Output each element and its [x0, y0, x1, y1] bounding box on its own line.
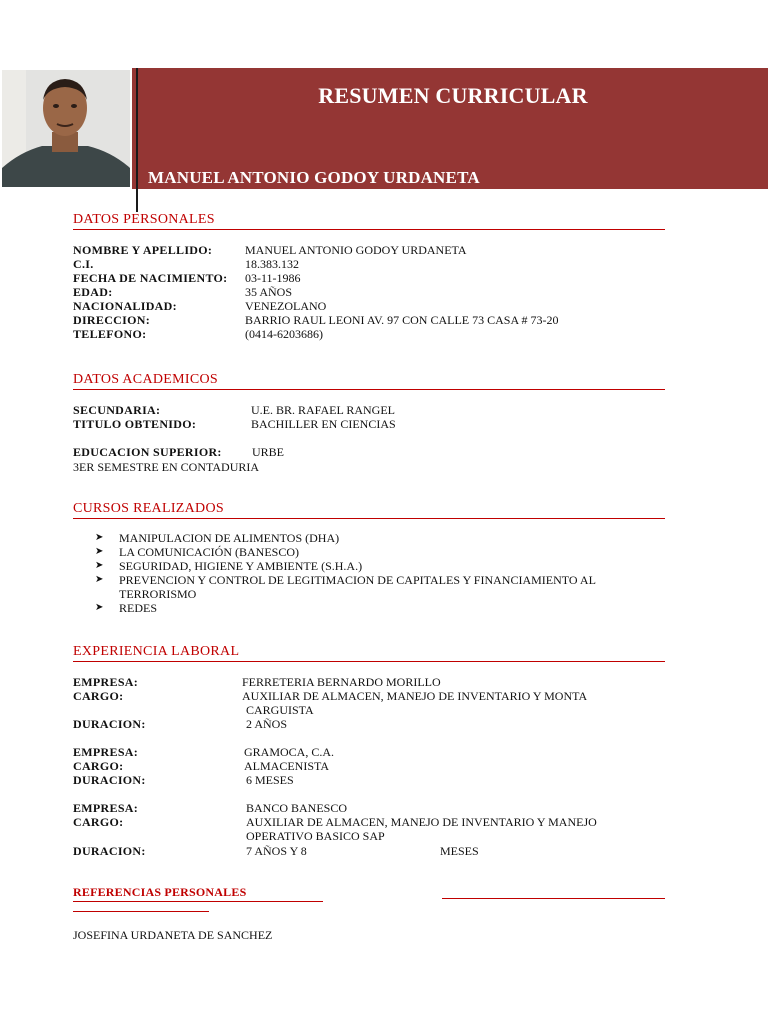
arrow-bullet-icon: ➤: [95, 546, 104, 557]
personal-value-name: MANUEL ANTONIO GODOY URDANETA: [245, 243, 467, 257]
job2-duration: 6 MESES: [246, 773, 294, 787]
job1-duration: 2 AÑOS: [246, 717, 288, 731]
course-item: ➤ MANIPULACION DE ALIMENTOS (DHA): [95, 531, 340, 545]
course-item: ➤ LA COMUNICACIÓN (BANESCO): [95, 545, 300, 559]
profile-photo-frame: [0, 68, 132, 189]
job1-role-line1: AUXILIAR DE ALMACEN, MANEJO DE INVENTARIO Y MONTA: [242, 689, 588, 703]
job3-role-line2: OPERATIVO BASICO SAP: [246, 829, 385, 843]
job1-label-duration: DURACION:: [73, 717, 146, 731]
academic-value-higher: URBE: [252, 445, 285, 459]
section-title-courses: CURSOS REALIZADOS: [73, 501, 665, 519]
arrow-bullet-icon: ➤: [95, 560, 104, 571]
arrow-bullet-icon: ➤: [95, 602, 104, 613]
job1-company: FERRETERIA BERNARDO MORILLO: [242, 675, 441, 689]
job3-label-duration: DURACION:: [73, 844, 146, 858]
course-item: ➤ REDES: [95, 601, 158, 615]
job1-label-company: EMPRESA:: [73, 675, 139, 689]
academic-label-higher: EDUCACION SUPERIOR:: [73, 445, 222, 459]
personal-value-birthdate: 03-11-1986: [245, 271, 301, 285]
arrow-bullet-icon: ➤: [95, 574, 104, 585]
personal-label-name: NOMBRE Y APELLIDO:: [73, 243, 213, 257]
job2-role: ALMACENISTA: [244, 759, 330, 773]
arrow-bullet-icon: ➤: [95, 532, 104, 543]
personal-label-address: DIRECCION:: [73, 313, 151, 327]
personal-value-nationality: VENEZOLANO: [245, 299, 327, 313]
section-title-experience: EXPERIENCIA LABORAL: [73, 644, 665, 662]
personal-value-ci: 18.383.132: [245, 257, 299, 271]
profile-photo: [2, 70, 130, 187]
section-title-academic: DATOS ACADEMICOS: [73, 372, 665, 390]
section-title-references: REFERENCIAS PERSONALES: [73, 885, 323, 902]
section-title-personal: DATOS PERSONALES: [73, 212, 665, 230]
job2-label-company: EMPRESA:: [73, 745, 139, 759]
personal-value-phone: (0414-6203686): [245, 327, 323, 341]
personal-label-birthdate: FECHA DE NACIMIENTO:: [73, 271, 228, 285]
course-item: ➤ SEGURIDAD, HIGIENE Y AMBIENTE (S.H.A.): [95, 559, 363, 573]
academic-value-secondary: U.E. BR. RAFAEL RANGEL: [251, 403, 395, 417]
job3-label-role: CARGO:: [73, 815, 124, 829]
academic-label-secondary: SECUNDARIA:: [73, 403, 161, 417]
job2-label-role: CARGO:: [73, 759, 124, 773]
reference-rule-left: [73, 911, 209, 912]
academic-value-degree: BACHILLER EN CIENCIAS: [251, 417, 396, 431]
courses-list: [95, 531, 655, 615]
academic-label-degree: TITULO OBTENIDO:: [73, 417, 197, 431]
document-title: RESUMEN CURRICULAR: [318, 83, 588, 108]
personal-label-ci: C.I.: [73, 257, 94, 271]
reference-rule-right: [442, 898, 665, 899]
job1-role-line2: CARGUISTA: [246, 703, 314, 717]
course-item: ➤ PREVENCION Y CONTROL DE LEGITIMACION DE CAPITALES Y FINANCIAMIENTO AL TERRORISMO: [95, 573, 596, 601]
personal-value-age: 35 AÑOS: [245, 285, 293, 299]
job3-company: BANCO BANESCO: [246, 801, 348, 815]
job3-role-line1: AUXILIAR DE ALMACEN, MANEJO DE INVENTARIO Y MANEJO: [246, 815, 597, 829]
job1-label-role: CARGO:: [73, 689, 124, 703]
job3-duration-months: MESES: [440, 844, 479, 858]
reference-person: JOSEFINA URDANETA DE SANCHEZ: [73, 928, 273, 942]
job2-company: GRAMOCA, C.A.: [244, 745, 335, 759]
job3-label-company: EMPRESA:: [73, 801, 139, 815]
personal-label-nationality: NACIONALIDAD:: [73, 299, 177, 313]
academic-semester: 3ER SEMESTRE EN CONTADURIA: [73, 460, 260, 474]
job2-label-duration: DURACION:: [73, 773, 146, 787]
personal-label-age: EDAD:: [73, 285, 113, 299]
personal-value-address: BARRIO RAUL LEONI AV. 97 CON CALLE 73 CASA # 73-20: [245, 313, 559, 327]
personal-label-phone: TELEFONO:: [73, 327, 147, 341]
job3-duration-years: 7 AÑOS Y 8: [246, 844, 307, 858]
candidate-name: MANUEL ANTONIO GODOY URDANETA: [148, 168, 480, 187]
